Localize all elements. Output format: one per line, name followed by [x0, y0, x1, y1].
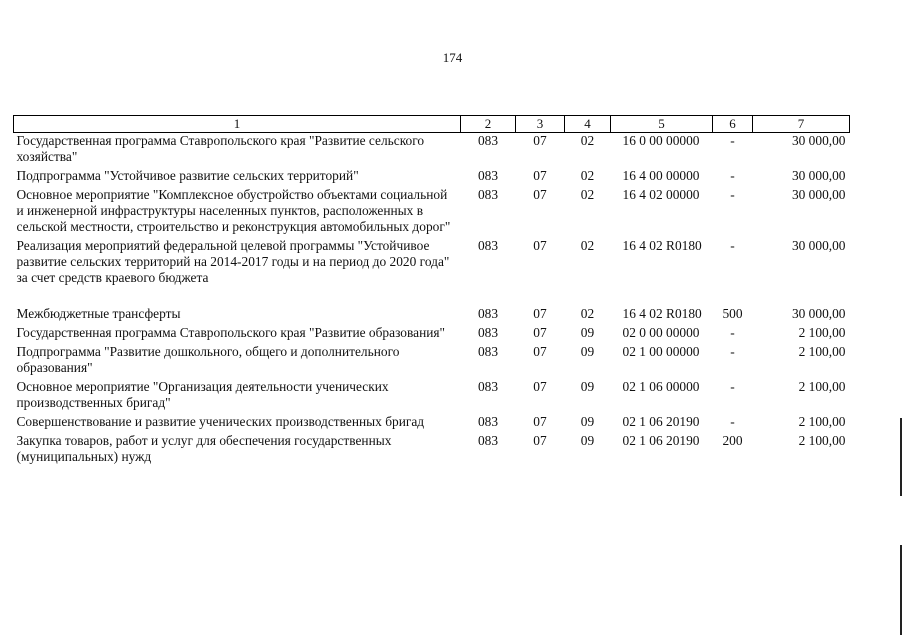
ministry-code: 083	[477, 306, 499, 321]
ministry-code: 083	[477, 325, 499, 340]
amount: 30 000,00	[791, 238, 846, 253]
item-name: Совершенствование и развитие ученических производственных бригад	[16, 414, 425, 429]
expense-type-code: 500	[722, 306, 743, 321]
expense-type-code: -	[730, 187, 735, 202]
amount: 2 100,00	[798, 433, 846, 448]
amount: 30 000,00	[791, 306, 846, 321]
item-name: Государственная программа Ставропольского края "Развитие сельского хозяйства"	[16, 133, 425, 164]
item-name: Основное мероприятие "Комплексное обустройство объектами социальной и инженерной инфраструктуры населенных пунктов, расположенных в сельской местности, строительство и реконструкция автомобильных дорог"	[16, 187, 451, 234]
expense-type-code: -	[730, 238, 735, 253]
amount: 2 100,00	[798, 379, 846, 394]
item-name: Реализация мероприятий федеральной целевой программы "Устойчивое развитие сельских территорий на 2014-2017 годы и на период до 2020 года" за счет средств краевого бюджета	[16, 238, 450, 285]
target-code: 16 4 00 00000	[622, 168, 700, 183]
section-code: 07	[533, 306, 547, 321]
expense-type-code: -	[730, 344, 735, 359]
section-code: 07	[533, 414, 547, 429]
subsection-code: 09	[580, 344, 595, 359]
ministry-code: 083	[477, 238, 499, 253]
table-row	[14, 168, 850, 187]
column-header: 6	[713, 116, 753, 133]
table-row	[14, 187, 850, 238]
ministry-code: 083	[477, 414, 499, 429]
ministry-code: 083	[477, 168, 499, 183]
item-name: Государственная программа Ставропольского края "Развитие образования"	[16, 325, 446, 340]
subsection-code: 02	[580, 306, 595, 321]
section-code: 07	[533, 168, 547, 183]
target-code: 02 1 00 00000	[622, 344, 700, 359]
column-header: 1	[14, 116, 461, 133]
subsection-code: 02	[580, 187, 595, 202]
section-code: 07	[533, 187, 547, 202]
amount: 30 000,00	[791, 187, 846, 202]
section-code: 07	[533, 433, 547, 448]
item-name: Межбюджетные трансферты	[16, 306, 181, 321]
subsection-code: 09	[580, 379, 595, 394]
table-row	[14, 414, 850, 433]
section-code: 07	[533, 379, 547, 394]
column-header: 3	[516, 116, 565, 133]
subsection-code: 02	[580, 168, 595, 183]
item-name: Подпрограмма "Устойчивое развитие сельских территорий"	[16, 168, 359, 183]
amount: 30 000,00	[791, 168, 846, 183]
expense-type-code: -	[730, 414, 735, 429]
target-code: 02 1 06 20190	[622, 433, 700, 448]
ministry-code: 083	[477, 187, 499, 202]
target-code: 16 0 00 00000	[622, 133, 700, 148]
scan-margin-line	[900, 545, 902, 635]
column-header: 2	[461, 116, 516, 133]
expense-type-code: -	[730, 379, 735, 394]
column-header: 4	[565, 116, 611, 133]
ministry-code: 083	[477, 344, 499, 359]
target-code: 16 4 02 R0180	[622, 306, 702, 321]
expense-type-code: 200	[722, 433, 743, 448]
table-row	[14, 344, 850, 379]
target-code: 16 4 02 R0180	[622, 238, 702, 253]
item-name: Закупка товаров, работ и услуг для обеспечения государственных (муниципальных) нужд	[16, 433, 392, 464]
target-code: 16 4 02 00000	[622, 187, 700, 202]
target-code: 02 1 06 20190	[622, 414, 700, 429]
table-row	[14, 325, 850, 344]
ministry-code: 083	[477, 433, 499, 448]
table-row	[14, 306, 850, 325]
item-name: Подпрограмма "Развитие дошкольного, общего и дополнительного образования"	[16, 344, 400, 375]
subsection-code: 09	[580, 325, 595, 340]
expense-type-code: -	[730, 325, 735, 340]
section-code: 07	[533, 238, 547, 253]
amount: 2 100,00	[798, 344, 846, 359]
section-code: 07	[533, 344, 547, 359]
section-code: 07	[533, 133, 547, 148]
subsection-code: 02	[580, 238, 595, 253]
table-row	[14, 379, 850, 414]
budget-table	[13, 115, 850, 468]
table-row	[14, 133, 850, 169]
amount: 2 100,00	[798, 325, 846, 340]
expense-type-code: -	[730, 168, 735, 183]
column-header: 7	[753, 116, 850, 133]
expense-type-code: -	[730, 133, 735, 148]
item-name: Основное мероприятие "Организация деятельности ученических производственных бригад"	[16, 379, 389, 410]
page-number: 174	[442, 50, 463, 65]
subsection-code: 09	[580, 433, 595, 448]
section-code: 07	[533, 325, 547, 340]
column-header: 5	[611, 116, 713, 133]
table-row	[14, 238, 850, 306]
amount: 2 100,00	[798, 414, 846, 429]
target-code: 02 1 06 00000	[622, 379, 700, 394]
subsection-code: 09	[580, 414, 595, 429]
scan-margin-line	[900, 418, 902, 496]
table-row	[14, 433, 850, 468]
ministry-code: 083	[477, 133, 499, 148]
table-header-row	[14, 116, 850, 133]
target-code: 02 0 00 00000	[622, 325, 700, 340]
subsection-code: 02	[580, 133, 595, 148]
ministry-code: 083	[477, 379, 499, 394]
amount: 30 000,00	[791, 133, 846, 148]
